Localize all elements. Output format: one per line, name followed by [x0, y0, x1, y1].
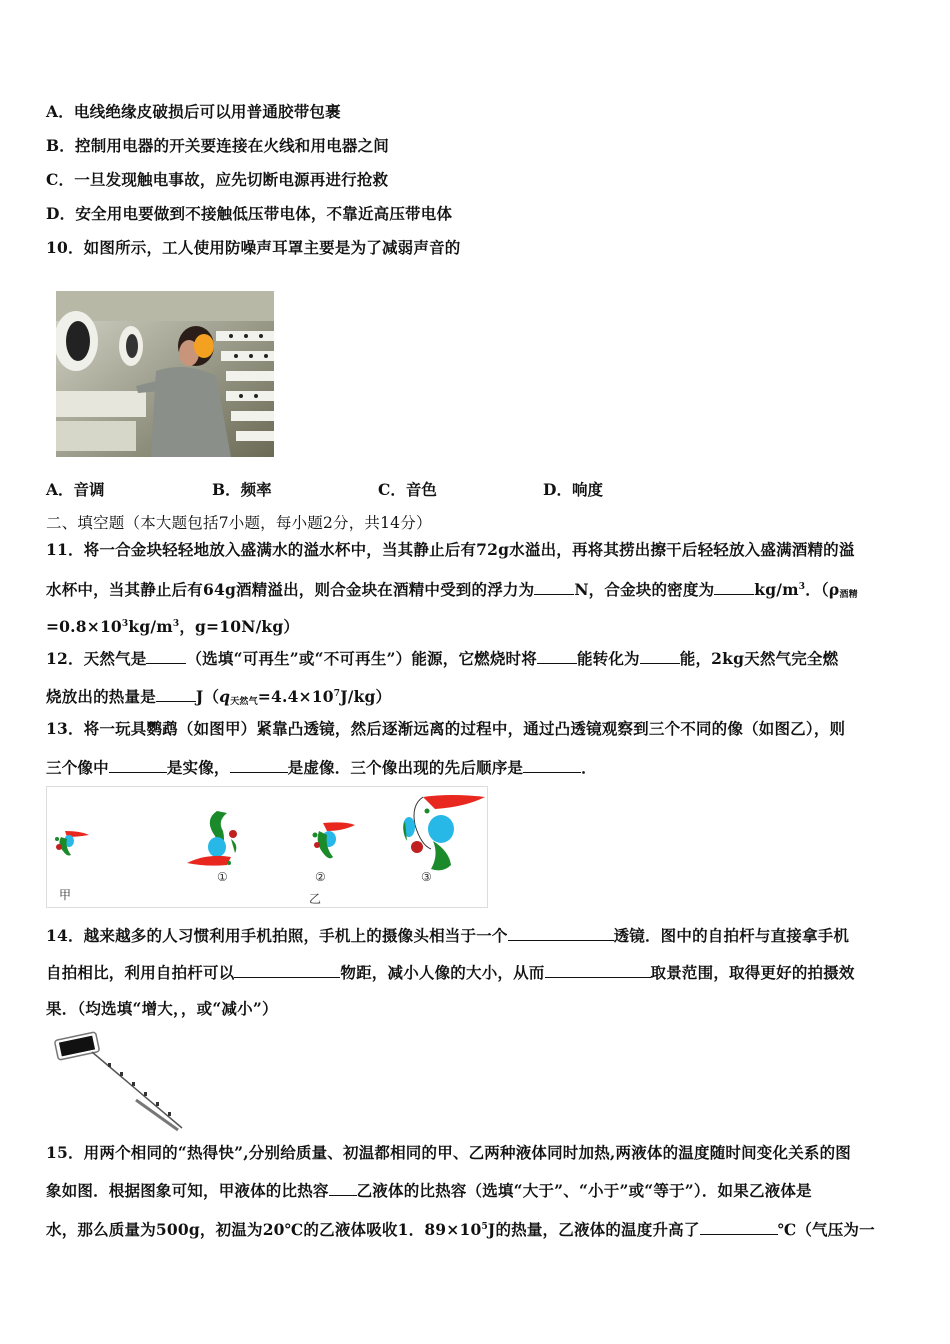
q11-line-2	[46, 577, 858, 605]
q10-stem: 10．如图所示，工人使用防噪声耳罩主要是为了减弱声音的	[46, 238, 461, 257]
q12-text: J（	[195, 687, 220, 706]
label-image-2: ②	[315, 870, 326, 884]
q14-text: 透镜．图中的自拍杆与直接拿手机	[613, 926, 850, 945]
q11-line-1: 11．将一合金块轻轻地放入盛满水的溢水杯中，当其静止后有72g水溢出，再将其捞出擦干后轻轻放入盛满酒精的溢	[46, 540, 855, 559]
q11-unit: kg/m	[754, 580, 799, 599]
q15-exp: 5	[481, 1222, 488, 1232]
q11-text: =0.8×10	[46, 617, 122, 636]
parrot-image-1-icon	[187, 811, 237, 866]
q9-option-d: D．安全用电要做到不接触低压带电体，不靠近高压带电体	[46, 204, 453, 223]
q15-blank-temp-rise[interactable]	[700, 1219, 778, 1235]
q12-blank-renewable[interactable]	[146, 648, 186, 664]
q10-option-a: A．音调	[46, 480, 105, 499]
q12-subscript: 天然气	[230, 697, 258, 707]
q15-text: ℃（气压为一	[777, 1220, 875, 1239]
label-image-1: ①	[217, 870, 228, 884]
q14-blank-object-distance[interactable]	[234, 962, 340, 978]
q12-symbol-q: q	[219, 687, 231, 706]
q11-exp: 3	[121, 619, 129, 629]
q9-option-c: C．一旦发现触电事故，应先切断电源再进行抢救	[46, 170, 389, 189]
label-jia: 甲	[59, 888, 72, 902]
section-2-title: 二、填空题（本大题包括7小题，每小题2分，共14分）	[46, 514, 432, 532]
q12-blank-heat[interactable]	[156, 686, 196, 702]
q12-exp: 7	[333, 689, 341, 699]
q12-text: 12．天然气是	[46, 649, 147, 668]
q14-line-3: 果．（均选填“增大，，或“减小”）	[46, 999, 278, 1018]
parrot-image-2-icon	[313, 822, 356, 858]
q11-unit-exp: 3	[798, 582, 806, 592]
q11-text: kg/m	[128, 617, 173, 636]
parrot-image-3-icon	[403, 795, 485, 870]
q15-text: 水，那么质量为500g，初温为20℃的乙液体吸收1．89×10	[46, 1220, 482, 1239]
q14-text: 14．越来越多的人习惯利用手机拍照，手机上的摄像头相当于一个	[46, 926, 508, 945]
q11-text: ．（ρ	[805, 580, 840, 599]
q10-option-c: C．音色	[378, 480, 437, 499]
q11-exp: 3	[172, 619, 180, 629]
q11-rho-subscript: 酒精	[839, 590, 858, 600]
q12-text: 烧放出的热量是	[46, 687, 156, 706]
q11-text: N，合金块的密度为	[574, 580, 715, 599]
q15-text: 乙液体的比热容（选填“大于”、“小于”或“等于”）．如果乙液体是	[356, 1181, 812, 1200]
q14-text: 取景范围，取得更好的拍摄效	[650, 963, 855, 982]
q15-text: 象如图．根据图象可知，甲液体的比热容	[46, 1181, 329, 1200]
q9-option-a: A．电线绝缘皮破损后可以用普通胶带包裹	[46, 102, 341, 121]
q11-text: ，g=10N/kg）	[179, 617, 300, 636]
q12-text: 能转化为	[576, 649, 640, 668]
q12-text: =4.4×10	[257, 687, 334, 706]
q11-blank-density[interactable]	[714, 579, 754, 595]
q14-blank-view-range[interactable]	[545, 962, 651, 978]
q14-text: 物距，减小人像的大小，从而	[340, 963, 545, 982]
label-image-3: ③	[421, 870, 432, 884]
q13-text: 三个像中	[46, 758, 109, 777]
q10-option-b: B．频率	[212, 480, 272, 499]
q13-line-1: 13．将一玩具鹦鹉（如图甲）紧靠凸透镜，然后逐渐远离的过程中，通过凸透镜观察到三个不同的像（如图乙），则	[46, 719, 846, 738]
q12-line-2	[46, 684, 391, 712]
label-yi: 乙	[309, 892, 322, 906]
q15-blank-specific-heat[interactable]	[329, 1180, 357, 1196]
q12-blank-energy-from[interactable]	[537, 648, 577, 664]
worker-earmuffs-photo	[56, 291, 274, 457]
parrot-images-figure	[46, 786, 488, 908]
q12-line-1	[46, 648, 838, 669]
q13-text: ．	[581, 758, 597, 777]
q14-line-2	[46, 962, 855, 983]
parrot-jia-icon	[55, 831, 89, 856]
q15-line-2	[46, 1180, 812, 1201]
q13-text: 是虚像．三个像出现的先后顺序是	[287, 758, 524, 777]
q13-blank-order[interactable]	[523, 757, 581, 773]
q14-text: 自拍相比，利用自拍杆可以	[46, 963, 235, 982]
q13-blank-virtual-image[interactable]	[230, 757, 288, 773]
q14-blank-lens-type[interactable]	[508, 925, 614, 941]
q13-line-2	[46, 757, 597, 778]
q13-text: 是实像，	[166, 758, 230, 777]
q12-blank-energy-to[interactable]	[640, 648, 680, 664]
q15-line-1: 15．用两个相同的“热得快”,分别给质量、初温都相同的甲、乙两种液体同时加热,两液体的温度随时间变化关系的图	[46, 1143, 851, 1162]
q14-line-1	[46, 925, 849, 946]
q9-option-b: B．控制用电器的开关要连接在火线和用电器之间	[46, 136, 390, 155]
q15-text: J的热量，乙液体的温度升高了	[487, 1220, 700, 1239]
q11-line-3	[46, 614, 299, 637]
selfie-stick-figure	[52, 1030, 192, 1134]
q10-option-d: D．响度	[543, 480, 603, 499]
q12-text: 能，2kg天然气完全燃	[679, 649, 839, 668]
q12-text: J/kg）	[340, 687, 392, 706]
q11-text: 水杯中，当其静止后有64g酒精溢出，则合金块在酒精中受到的浮力为	[46, 580, 535, 599]
q11-blank-buoyancy[interactable]	[534, 579, 574, 595]
q13-blank-real-image[interactable]	[109, 757, 167, 773]
q12-text: （选填“可再生”或“不可再生”）能源，它燃烧时将	[186, 649, 537, 668]
q15-line-3	[46, 1217, 875, 1240]
